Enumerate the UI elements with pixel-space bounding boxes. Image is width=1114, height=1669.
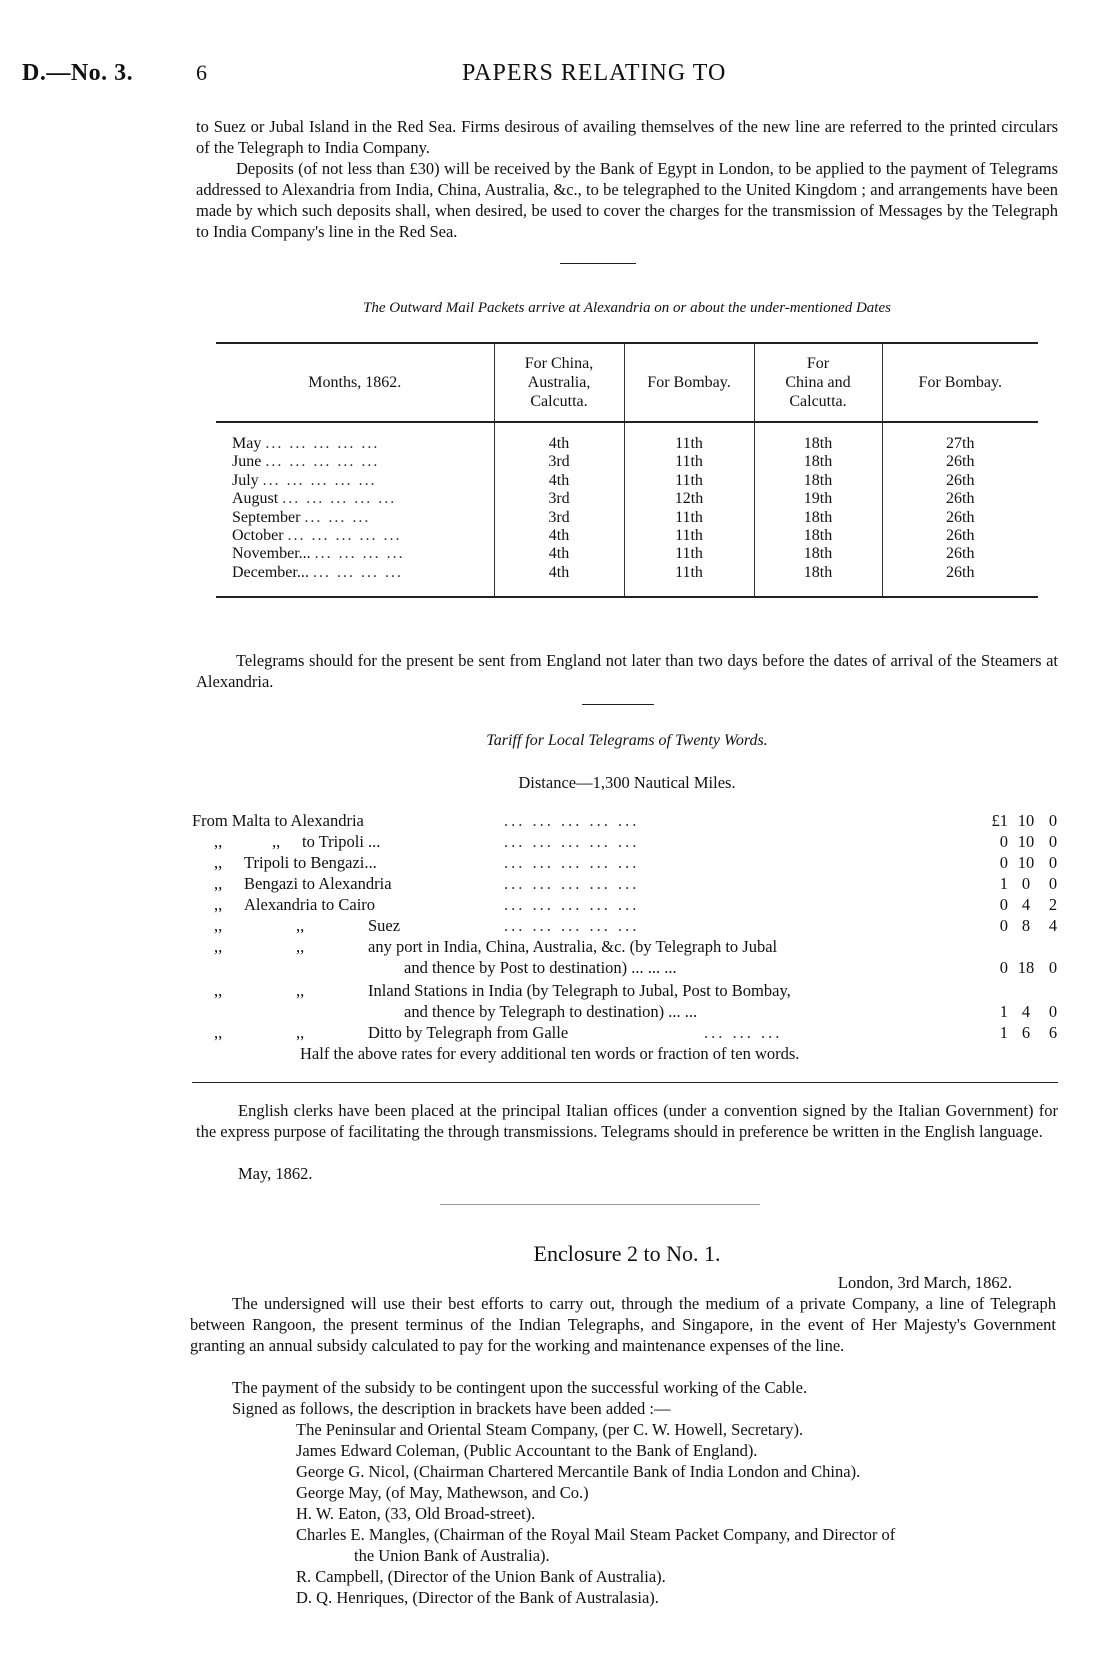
mail-packets-table <box>216 342 1038 598</box>
tariff-note: Half the above rates for every additional ten words or fraction of ten words. <box>300 1044 800 1063</box>
table-row: October ... ... ... ... ... 4th 11th 18th 26th <box>216 527 1038 545</box>
header-china-australia-calcutta: For China, Australia, Calcutta. <box>494 343 624 422</box>
section-divider <box>582 704 654 705</box>
signatory: D. Q. Henriques, (Director of the Bank of Australasia). <box>296 1588 659 1607</box>
table-row: June ... ... ... ... ... 3rd 11th 18th 26th <box>216 453 1038 471</box>
table-row: July ... ... ... ... ... 4th 11th 18th 26th <box>216 472 1038 490</box>
tariff-row: ,, ,, to Tripoli ... ... ... ... ... ... 0 10 0 <box>214 832 1058 851</box>
signatory: George G. Nicol, (Chairman Chartered Mercantile Bank of India London and China). <box>296 1462 861 1481</box>
signatory: H. W. Eaton, (33, Old Broad-street). <box>296 1504 536 1523</box>
page-title: PAPERS RELATING TO <box>462 60 727 86</box>
header-china-calcutta: For China and Calcutta. <box>754 343 882 422</box>
table-header-row <box>216 343 1038 422</box>
tariff-row: ,, ,, Inland Stations in India (by Telegraph to Jubal, Post to Bombay, <box>214 981 791 1000</box>
tariff-row-continued: and thence by Telegraph to destination) ... ... 1 4 0 <box>404 1002 1058 1021</box>
section-divider <box>192 1082 1058 1083</box>
signatories-list <box>296 1419 1056 1608</box>
clerks-date: May, 1862. <box>238 1164 313 1183</box>
tariff-row: ,, Tripoli to Bengazi... ... ... ... ... ... 0 10 0 <box>214 853 1058 872</box>
intro-paragraph-2: Deposits (of not less than £30) will be received by the Bank of Egypt in London, to be applied to the payment of Telegrams addressed to Alexandria from India, China, Australia, &c., to be telegraphed to the United Kingdom ; and arrangements have been made by which such deposits shall, when desired, be used to cover the charges for the transmission of Messages by the Telegraph to India Company's line in the Red Sea. <box>196 159 1058 241</box>
enclosure-date: London, 3rd March, 1862. <box>837 1273 1012 1292</box>
page-header <box>0 60 1114 90</box>
signatory: George May, (of May, Mathewson, and Co.) <box>296 1483 589 1502</box>
tariff-title: Tariff for Local Telegrams of Twenty Words. <box>486 732 768 749</box>
document-reference: D.—No. 3. <box>22 60 134 86</box>
mail-table-caption: The Outward Mail Packets arrive at Alexandria on or about the under-mentioned Dates <box>363 300 891 316</box>
table-row: September ... ... ... 3rd 11th 18th 26th <box>216 509 1038 527</box>
table-row: August ... ... ... ... ... 3rd 12th 19th 26th <box>216 490 1038 508</box>
page-number: 6 <box>196 60 207 85</box>
enclosure-title: Enclosure 2 to No. 1. <box>533 1241 721 1266</box>
signatory-continued: the Union Bank of Australia). <box>354 1546 550 1565</box>
clerks-paragraph: English clerks have been placed at the principal Italian offices (under a convention signed by the Italian Government) for the express purpose of facilitating the through transmissions. Telegrams should in preference be written in the English language. <box>196 1101 1058 1141</box>
header-bombay-1: For Bombay. <box>624 343 754 422</box>
header-months: Months, 1862. <box>308 374 402 391</box>
section-divider <box>560 263 636 264</box>
table-row: November... ... ... ... ... 4th 11th 18th 26th <box>216 545 1038 563</box>
tariff-row: ,, ,, Ditto by Telegraph from Galle ... ... ... 1 6 6 <box>214 1023 1058 1042</box>
signatory: The Peninsular and Oriental Steam Company, (per C. W. Howell, Secretary). <box>296 1420 804 1439</box>
tariff-row: ,, ,, Suez ... ... ... ... ... 0 8 4 <box>214 916 1058 935</box>
table-row: December... ... ... ... ... 4th 11th 18th 26th <box>216 564 1038 597</box>
telegram-timing-note: Telegrams should for the present be sent from England not later than two days before the dates of arrival of the Steamers at Alexandria. <box>196 651 1058 691</box>
enclosure-paragraph-3: Signed as follows, the description in brackets have been added :— <box>232 1399 671 1418</box>
section-divider <box>440 1204 760 1205</box>
enclosure-paragraph-2: The payment of the subsidy to be contingent upon the successful working of the Cable. <box>232 1378 808 1397</box>
tariff-row-continued: and thence by Post to destination) ... ... ... 0 18 0 <box>404 958 1058 977</box>
tariff-row: From Malta to Alexandria ... ... ... ... ... £1 10 0 <box>192 811 1058 830</box>
table-row: May ... ... ... ... ... 4th 11th 18th 27th <box>216 422 1038 453</box>
tariff-distance: Distance—1,300 Nautical Miles. <box>518 773 736 792</box>
signatory: Charles E. Mangles, (Chairman of the Royal Mail Steam Packet Company, and Director of <box>296 1525 896 1544</box>
signatory: James Edward Coleman, (Public Accountant to the Bank of England). <box>296 1441 758 1460</box>
tariff-row: ,, Bengazi to Alexandria ... ... ... ... ... 1 0 0 <box>214 874 1058 893</box>
tariff-row: ,, Alexandria to Cairo ... ... ... ... ... 0 4 2 <box>214 895 1058 914</box>
header-bombay-2: For Bombay. <box>882 343 1038 422</box>
enclosure-paragraph-1: The undersigned will use their best efforts to carry out, through the medium of a private Company, a line of Telegraph between Rangoon, the present terminus of the Indian Telegraphs, and Singapore, in the event of Her Majesty's Government granting an annual subsidy calculated to pay for the working and maintenance expenses of the line. <box>190 1294 1056 1355</box>
signatory: R. Campbell, (Director of the Union Bank of Australia). <box>296 1567 666 1586</box>
intro-paragraph-1: to Suez or Jubal Island in the Red Sea. Firms desirous of availing themselves of the new line are referred to the printed circulars of the Telegraph to India Company. <box>196 117 1058 157</box>
tariff-row: ,, ,, any port in India, China, Australia, &c. (by Telegraph to Jubal <box>214 937 778 956</box>
